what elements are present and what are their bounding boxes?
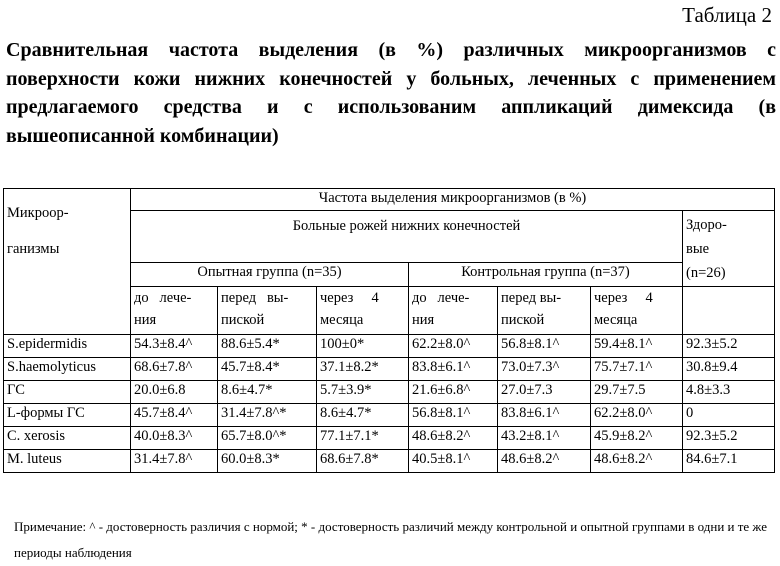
- period-header-line: ния: [412, 312, 435, 328]
- value-cell: 83.8±6.1^: [498, 404, 591, 427]
- period-header: [317, 287, 409, 335]
- microorganism-name: S.epidermidis: [4, 335, 131, 358]
- period-header: [498, 287, 591, 335]
- value-cell: 60.0±8.3*: [218, 450, 317, 473]
- period-header: [409, 287, 498, 335]
- table-row: [4, 404, 775, 427]
- period-header-line: пиской: [221, 312, 265, 328]
- value-cell: 62.2±8.0^: [409, 335, 498, 358]
- value-cell: 56.8±8.1^: [409, 404, 498, 427]
- period-header-line: месяца: [320, 312, 364, 328]
- value-cell: 43.2±8.1^: [498, 427, 591, 450]
- period-header-line: через 4: [594, 290, 653, 306]
- value-cell: 59.4±8.1^: [591, 335, 683, 358]
- period-header-line: до лече-: [134, 290, 192, 306]
- value-cell: 45.9±8.2^: [591, 427, 683, 450]
- patients-header: Больные рожей нижних конечностей: [131, 211, 683, 263]
- healthy-header: [683, 211, 775, 287]
- column-header-line2: ганизмы: [7, 241, 60, 257]
- value-cell: 83.8±6.1^: [409, 358, 498, 381]
- healthy-line1: Здоро-: [686, 217, 727, 233]
- value-cell: 0: [683, 404, 775, 427]
- value-cell: 20.0±6.8: [131, 381, 218, 404]
- healthy-period-cell: [683, 287, 775, 335]
- value-cell: 48.6±8.2^: [498, 450, 591, 473]
- period-header-line: до лече-: [412, 290, 470, 306]
- microorganism-column-header: [4, 189, 131, 335]
- value-cell: 92.3±5.2: [683, 335, 775, 358]
- healthy-n: (n=26): [686, 265, 726, 281]
- period-header-line: через 4: [320, 290, 379, 306]
- value-cell: 45.7±8.4^: [131, 404, 218, 427]
- experimental-group-header: Опытная группа (n=35): [131, 263, 409, 287]
- value-cell: 65.7±8.0^*: [218, 427, 317, 450]
- control-group-header: Контрольная группа (n=37): [409, 263, 683, 287]
- period-header: [591, 287, 683, 335]
- value-cell: 30.8±9.4: [683, 358, 775, 381]
- microorganism-name: L-формы ГС: [4, 404, 131, 427]
- table-row: [4, 335, 775, 358]
- value-cell: 4.8±3.3: [683, 381, 775, 404]
- value-cell: 40.0±8.3^: [131, 427, 218, 450]
- value-cell: 29.7±7.5: [591, 381, 683, 404]
- value-cell: 56.8±8.1^: [498, 335, 591, 358]
- table-number-label: Таблица 2: [682, 3, 772, 27]
- value-cell: 68.6±7.8*: [317, 450, 409, 473]
- value-cell: 100±0*: [317, 335, 409, 358]
- healthy-line2: вые: [686, 241, 710, 257]
- value-cell: 54.3±8.4^: [131, 335, 218, 358]
- value-cell: 40.5±8.1^: [409, 450, 498, 473]
- value-cell: 27.0±7.3: [498, 381, 591, 404]
- value-cell: 84.6±7.1: [683, 450, 775, 473]
- microorganism-name: ГС: [4, 381, 131, 404]
- period-header-line: перед вы-: [501, 290, 562, 306]
- value-cell: 37.1±8.2*: [317, 358, 409, 381]
- table-row: [4, 427, 775, 450]
- value-cell: 48.6±8.2^: [591, 450, 683, 473]
- value-cell: 92.3±5.2: [683, 427, 775, 450]
- period-header: [131, 287, 218, 335]
- column-header-line1: Микроор-: [7, 205, 69, 221]
- value-cell: 68.6±7.8^: [131, 358, 218, 381]
- value-cell: 5.7±3.9*: [317, 381, 409, 404]
- value-cell: 31.4±7.8^: [131, 450, 218, 473]
- value-cell: 8.6±4.7*: [317, 404, 409, 427]
- period-header-line: пиской: [501, 312, 545, 328]
- table-title: Сравнительная частота выделения (в %) различных микроорганизмов с поверхности кожи нижних конечностей у больных, леченных с применением предлагаемого средства и с использованим аппликаций димексида (в вышеописанной комбинации): [6, 39, 776, 147]
- value-cell: 48.6±8.2^: [409, 427, 498, 450]
- period-header: [218, 287, 317, 335]
- value-cell: 62.2±8.0^: [591, 404, 683, 427]
- value-cell: 75.7±7.1^: [591, 358, 683, 381]
- data-rows: [4, 335, 775, 473]
- value-cell: 45.7±8.4*: [218, 358, 317, 381]
- value-cell: 31.4±7.8^*: [218, 404, 317, 427]
- table-row: [4, 358, 775, 381]
- microorganism-name: M. luteus: [4, 450, 131, 473]
- value-cell: 21.6±6.8^: [409, 381, 498, 404]
- table-note: Примечание: ^ - достоверность различия с нормой; * - достоверность различий между контрольной и опытной группами в одни и те же периоды наблюдения: [14, 519, 768, 560]
- data-table: [3, 188, 775, 473]
- value-cell: 88.6±5.4*: [218, 335, 317, 358]
- value-cell: 77.1±7.1*: [317, 427, 409, 450]
- value-cell: 8.6±4.7*: [218, 381, 317, 404]
- frequency-header: Частота выделения микроорганизмов (в %): [131, 189, 775, 211]
- period-header-line: месяца: [594, 312, 638, 328]
- period-header-line: ния: [134, 312, 157, 328]
- table-row: [4, 450, 775, 473]
- microorganism-name: S.haemolyticus: [4, 358, 131, 381]
- microorganism-name: C. xerosis: [4, 427, 131, 450]
- table-row: [4, 381, 775, 404]
- period-header-line: перед вы-: [221, 290, 289, 306]
- value-cell: 73.0±7.3^: [498, 358, 591, 381]
